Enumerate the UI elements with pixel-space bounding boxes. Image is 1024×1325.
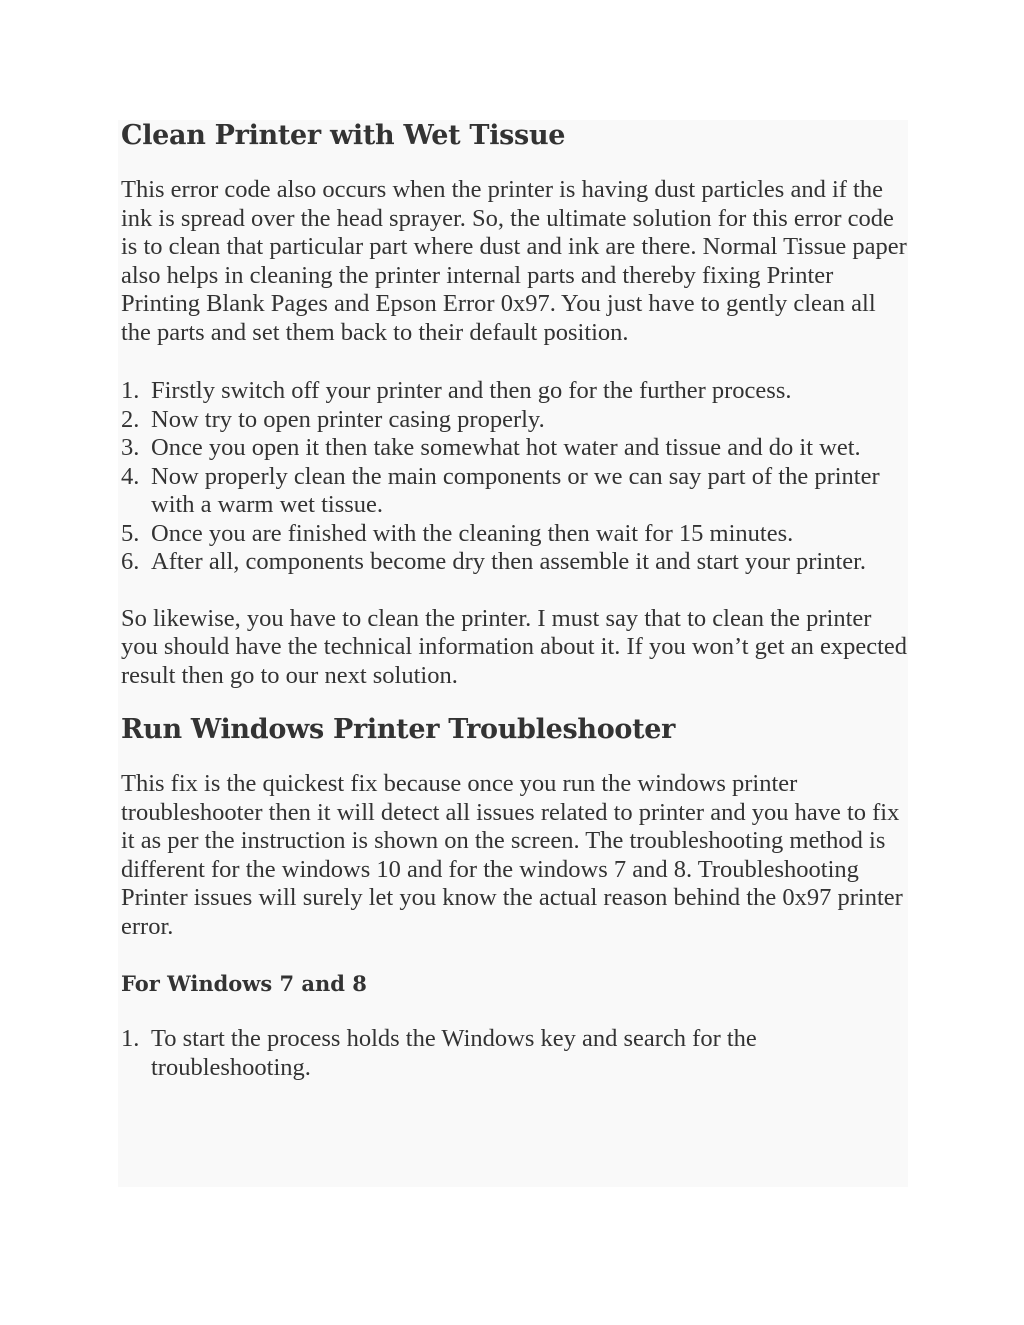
list-item: 5. Once you are finished with the cleaning then wait for 15 minutes. bbox=[121, 519, 794, 547]
section-heading-clean-printer: Clean Printer with Wet Tissue bbox=[121, 120, 566, 151]
list-item: 1. To start the process holds the Windows key and search for the troubleshooting. bbox=[121, 1025, 757, 1081]
troubleshooter-intro: This fix is the quickest fix because once you run the windows printer troubleshooter then it will detect all issues related to printer and you have to fix it as per the instruction is shown on the screen. The troubleshooting method is different for the windows 10 and for the windows 7 and 8. Troubleshooting Printer issues will surely let you know the actual reason behind the 0x97 printer error. bbox=[121, 770, 903, 940]
list-item: 4. Now properly clean the main components or we can say part of the printer with a warm wet tissue. bbox=[121, 462, 880, 518]
section-heading-troubleshooter: Run Windows Printer Troubleshooter bbox=[121, 714, 676, 745]
list-item: 1. Firstly switch off your printer and then go for the further process. bbox=[121, 377, 792, 404]
windows-7-8-steps bbox=[121, 1025, 911, 1082]
clean-printer-outro: So likewise, you have to clean the printer. I must say that to clean the printer you should have the technical information about it. If you won’t get an expected result then go to our next solution. bbox=[121, 604, 908, 689]
clean-printer-steps bbox=[121, 377, 911, 577]
list-item: 3. Once you open it then take somewhat hot water and tissue and do it wet. bbox=[121, 434, 861, 461]
clean-printer-intro: This error code also occurs when the printer is having dust particles and if the ink is spread over the head sprayer. So, the ultimate solution for this error code is to clean that particular part where dust and ink are there. Normal Tissue paper also helps in cleaning the printer internal parts and thereby fixing Printer Printing Blank Pages and Epson Error 0x97. You just have to gently clean all the parts and set them back to their default position. bbox=[121, 176, 907, 346]
article-content bbox=[121, 118, 911, 1082]
list-item: 2. Now try to open printer casing properly. bbox=[121, 405, 545, 433]
list-item: 6. After all, components become dry then assemble it and start your printer. bbox=[121, 548, 867, 575]
subheading-windows-7-8: For Windows 7 and 8 bbox=[121, 971, 367, 996]
